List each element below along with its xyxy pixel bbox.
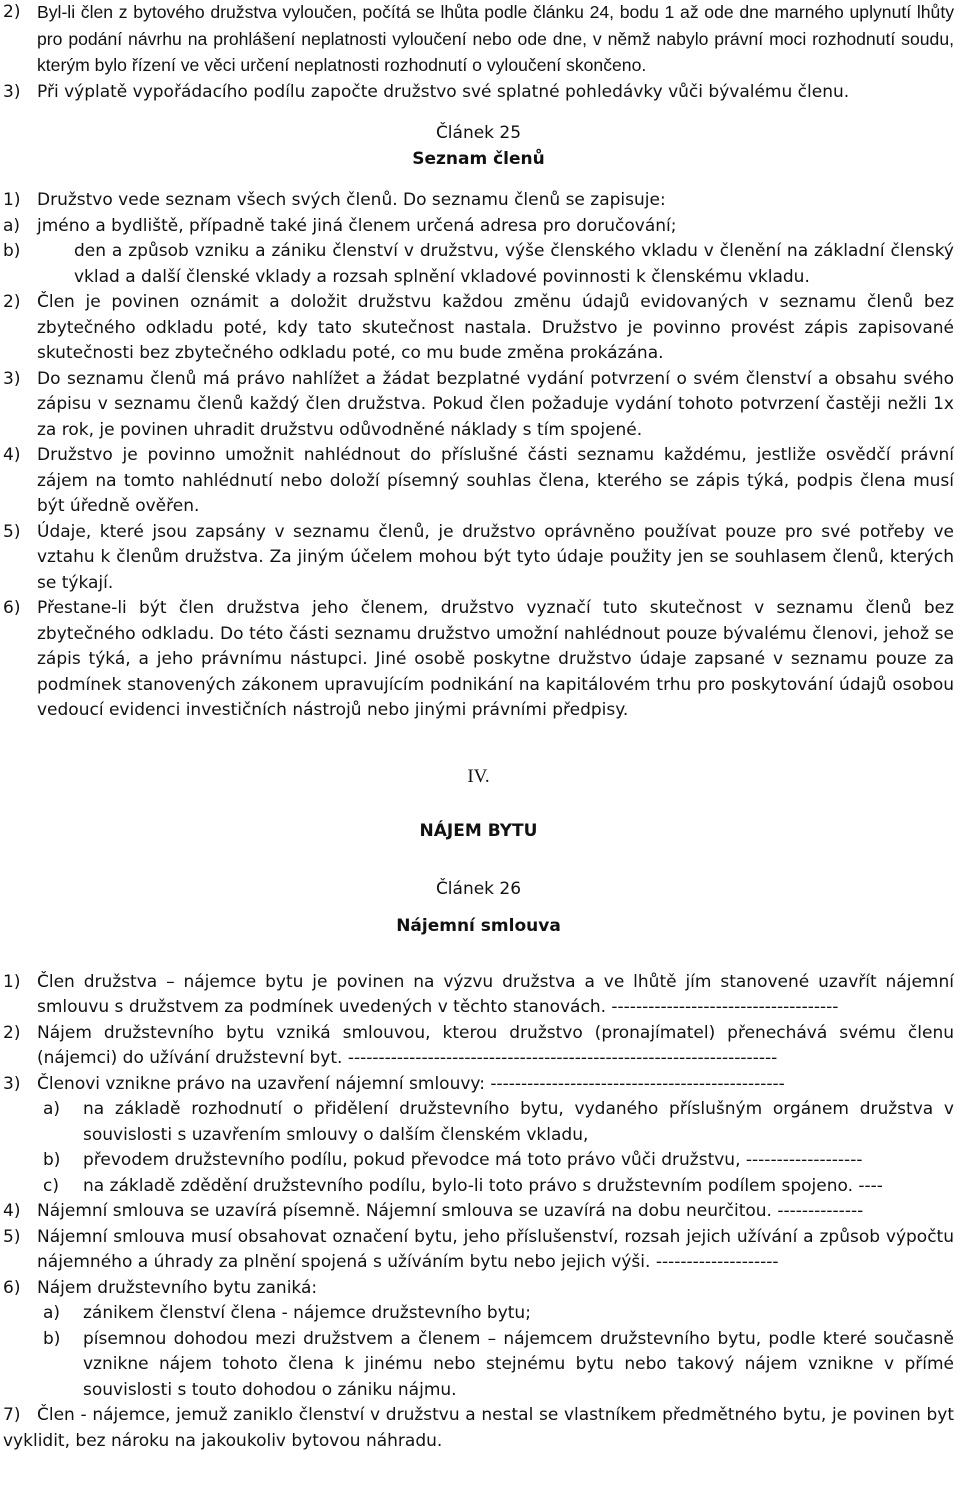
paragraph-number: 2) [3,2,21,22]
item-number: 6) [3,598,21,618]
filler-dashes: ------------------- [745,1150,863,1170]
sub-item [3,239,954,290]
item-number: 5) [3,521,21,542]
list-item [3,970,954,1021]
filler-dashes: -------------- [777,1201,864,1221]
list-item [3,596,954,724]
list-item [3,1072,954,1098]
article-heading: Článek 26 [435,878,522,899]
list-item [3,520,954,597]
item-text: Družstvo vede seznam všech svých členů. Do seznamu členů se zapisuje: [37,190,666,210]
item-text: Člen družstva – nájemce bytu je povinen na výzvu družstva a ve lhůtě jím stanovené uzavřít nájemní smlouvu s družstvem za podmínek uvedených v těchto stanovách. [37,971,954,1017]
item-number: 4) [3,1201,21,1221]
article-title: Nájemní smlouva [396,916,561,936]
sub-item [3,214,954,240]
sub-item-letter: b) [3,241,21,261]
list-item [3,1276,954,1302]
sub-item-text: písemnou dohodou mezi družstvem a členem – nájemcem družstevního bytu, podle které současně vznikne nájem tohoto člena k jinému nebo stejnému bytu nebo takový nájem vznikne v přímé souvislosti s touto dohodou o zániku nájmu. [83,1328,954,1400]
item-text: Člen je povinen oznámit a doložit družstvu každou změnu údajů evidovaných v seznamu členů bez zbytečného odkladu poté, kdy tato skutečnost nastala. Družstvo je povinno provést zápis zapisované skutečnosti bez zbytečného odkladu poté, co mu bude změna prokázána. [37,292,954,363]
item-text: Členovi vznikne právo na uzavření nájemní smlouvy: [37,1073,485,1094]
list-item [3,1403,954,1454]
list-item [3,1199,954,1225]
sub-item-letter: b) [43,1328,61,1349]
list-item [3,188,954,214]
part-number: IV. [467,765,490,787]
sub-item-text: na základě zdědění družstevního podílu, bylo-li toto právo s družstevním podílem spojeno. [83,1175,853,1196]
sub-item-text: na základě rozhodnutí o přidělení družstevního bytu, vydaného příslušným orgánem družstva v souvislosti s uzavřením smlouvy o dalším členském vkladu, [83,1099,954,1145]
item-number: 5) [3,1226,21,1247]
article-title: Seznam členů [412,148,545,169]
sub-item-letter: b) [43,1150,61,1170]
item-number: 2) [3,1022,21,1043]
filler-dashes: ------------------------------------- [611,997,839,1017]
sub-item [3,1174,954,1200]
list-item [3,367,954,444]
sub-item-text: jméno a bydliště, případně také jiná členem určená adresa pro doručování; [37,215,677,236]
sub-item-letter: a) [43,1099,61,1119]
sub-item [3,1097,954,1148]
paragraph-2 [3,0,954,80]
list-item [3,1021,954,1072]
item-text: Člen - nájemce, jemuž zaniklo členství v družstvu a nestal se vlastníkem předmětného bytu, je povinen byt vyklidit, bez nároku na jakoukoliv bytovou náhradu. [3,1405,954,1451]
item-text: Nájemní smlouva se uzavírá písemně. Nájemní smlouva se uzavírá na dobu neurčitou. [37,1201,772,1221]
article-heading: Článek 25 [435,123,522,143]
paragraph-text: Byl-li člen z bytového družstva vyloučen, počítá se lhůta podle článku 24, bodu 1 až ode dne marného uplynutí lhůty pro podání návrhu na prohlášení neplatnosti vyloučení nebo ode dne, v němž nabylo právní moci rozhodnutí soudu, kterým bylo řízení ve věci určení neplatnosti rozhodnutí o vyloučení skončeno. [37,2,954,75]
paragraph-number: 3) [3,81,21,102]
paragraph-text: Při výplatě vypořádacího podílu započte družstvo své splatné pohledávky vůči bývalému členu. [37,81,850,102]
item-text: Nájem družstevního bytu zaniká: [37,1277,318,1298]
item-number: 1) [3,190,21,210]
list-item [3,290,954,367]
filler-dashes: -------------------- [655,1252,779,1272]
item-number: 3) [3,368,21,389]
item-text: Nájem družstevního bytu vzniká smlouvou, kterou družstvo (pronajímatel) přenechává svému členu (nájemci) do užívání družstevní byt. [37,1022,954,1068]
filler-dashes: ---- [858,1175,883,1196]
item-number: 3) [3,1073,21,1094]
item-number: 2) [3,292,21,312]
item-text: Nájemní smlouva musí obsahovat označení bytu, jeho příslušenství, rozsah jejich užívání a způsob výpočtu nájemného a úhrady za plnění spojená s užíváním bytu nebo jejich výši. [37,1226,954,1272]
item-text: Družstvo je povinno umožnit nahlédnout do příslušné části seznamu každému, jestliže osvědčí právní zájem na tomto nahlédnutí nebo doloží písemný souhlas člena, kterého se zápis týká, podpis člena musí být úředně ověřen. [37,445,954,516]
filler-dashes: ---------------------------------------------------------------------- [347,1048,778,1068]
sub-item-text: převodem družstevního podílu, pokud převodce má toto právo vůči družstvu, [83,1150,741,1170]
part-title: NÁJEM BYTU [419,821,538,841]
paragraph-3 [3,80,954,106]
sub-item-text: zánikem členství člena - nájemce družstevního bytu; [83,1303,531,1323]
item-number: 1) [3,971,21,992]
sub-item-letter: a) [43,1303,61,1323]
item-text: Údaje, které jsou zapsány v seznamu členů, je družstvo oprávněno používat pouze pro své potřeby ve vztahu k členům družstva. Za jiným účelem mohou být tyto údaje použity jen se souhlasem členů, kterých se týkají. [37,521,954,593]
sub-item-letter: c) [43,1175,59,1196]
filler-dashes: ------------------------------------------------ [490,1073,785,1094]
item-text: Do seznamu členů má právo nahlížet a žádat bezplatné vydání potvrzení o svém členství a obsahu svého zápisu v seznamu členů každý člen družstva. Pokud člen požaduje vydání tohoto potvrzení častěji nežli 1x za rok, je povinen uhradit družstvu odůvodněné náklady s tím spojené. [37,368,954,440]
sub-item-letter: a) [3,215,21,236]
item-number: 4) [3,445,21,465]
list-item [3,1225,954,1276]
sub-item [3,1148,954,1174]
item-number: 7) [3,1405,21,1425]
sub-item [3,1301,954,1327]
item-text: Přestane-li být člen družstva jeho členem, družstvo vyznačí tuto skutečnost v seznamu členů bez zbytečného odkladu. Do této části seznamu družstvo umožní nahlédnout pouze bývalému členovi, jehož se zápis týká, a jeho právnímu nástupci. Jiné osobě poskytne družstvo údaje zapsané v seznamu pouze za podmínek stanovených zákonem upravujícím podnikání na kapitálovém trhu pro poskytování údajů osobou vedoucí evidenci investičních nástrojů nebo jinými právními předpisy. [37,598,954,720]
item-number: 6) [3,1277,21,1298]
sub-item [3,1327,954,1404]
sub-item-text: den a způsob vzniku a zániku členství v družstvu, výše členského vkladu v členění na základní členský vklad a další členské vklady a rozsah splnění vkladové povinnosti k členskému vkladu. [74,241,954,287]
list-item [3,443,954,520]
